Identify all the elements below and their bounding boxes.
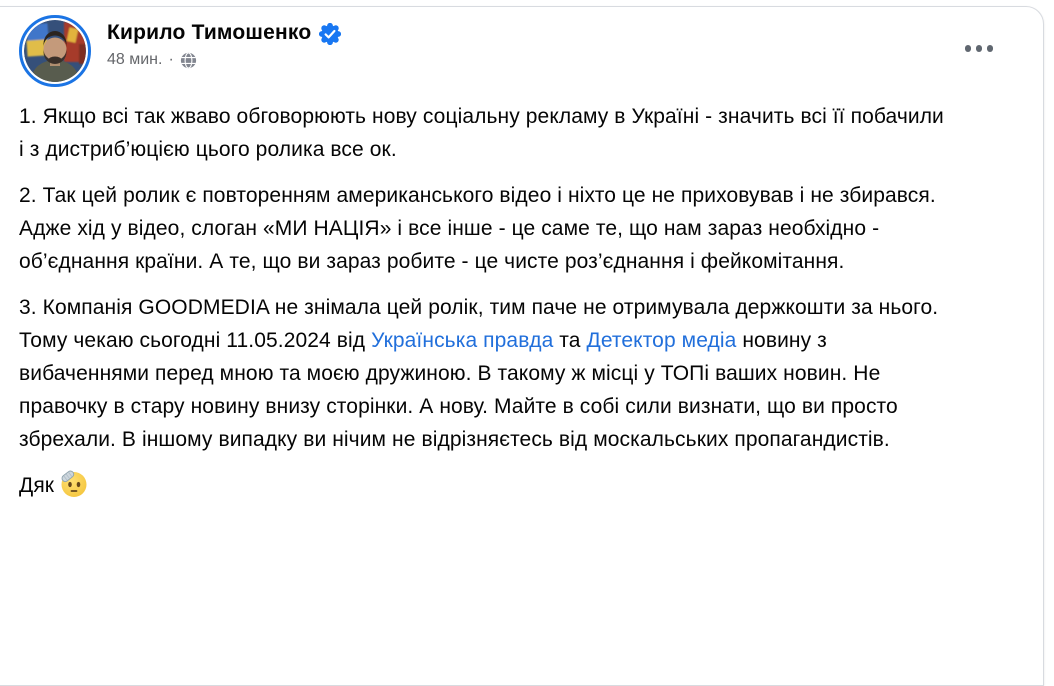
post-paragraph-3: [19, 291, 949, 456]
post-card: [0, 6, 1044, 686]
post-text-segment: та: [553, 329, 587, 352]
avatar-photo: [24, 20, 86, 82]
post-text: [0, 87, 1043, 509]
post-paragraph-4: [19, 469, 949, 509]
link-detektor-media[interactable]: Детектор медіа: [586, 329, 737, 352]
saluting-face-emoji: [59, 469, 89, 509]
post-text-segment: Дяк: [19, 474, 55, 497]
post-text-segment: 1. Якщо всі так жваво обговорюють нову соціальну рекламу в Україні - значить всі її побачили і з дистриб’юцією цього ролика все ок.: [19, 105, 944, 161]
post-text-segment: 2. Так цей ролик є повторенням американського відео і ніхто це не приховував і не збирався. Адже хід у відео, слоган «МИ НАЦІЯ» і все інше - це саме те, що нам зараз необхідно - об’єднання країни. А те, що ви зараз робите - це чисте роз’єднання і фейкомітання.: [19, 184, 936, 273]
timestamp-separator: ·: [168, 51, 174, 68]
post-header: [0, 7, 1043, 87]
author-avatar[interactable]: [19, 15, 91, 87]
link-ukrainska-pravda[interactable]: Українська правда: [371, 329, 554, 352]
verified-badge-icon: [319, 23, 341, 45]
post-paragraph-1: [19, 100, 949, 166]
post-timestamp[interactable]: 48 мин.: [107, 51, 163, 68]
three-dots-icon: [965, 45, 972, 52]
author-meta: [107, 21, 341, 69]
post-text-segment: 3. Компанія GOODMEDIA не знімала цей ролік, тим паче не отримувала держкошти за нього. Тому чекаю сьогодні 11.05.2024 від: [19, 296, 939, 352]
author-name-link[interactable]: Кирило Тимошенко: [107, 21, 312, 44]
post-options-button[interactable]: [959, 37, 1000, 60]
post-text-segment: новину з вибаченнями перед мною та моєю дружиною. В такому ж місці у ТОПі ваших новин. Не правочку в стару новину внизу сторінки. А нову. Майте в собі сили визнати, що ви просто збрехали. В іншому випадку ви нічим не відрізняєтесь від москальських пропагандистів.: [19, 329, 898, 451]
post-paragraph-2: [19, 179, 949, 278]
globe-icon: [180, 52, 197, 69]
